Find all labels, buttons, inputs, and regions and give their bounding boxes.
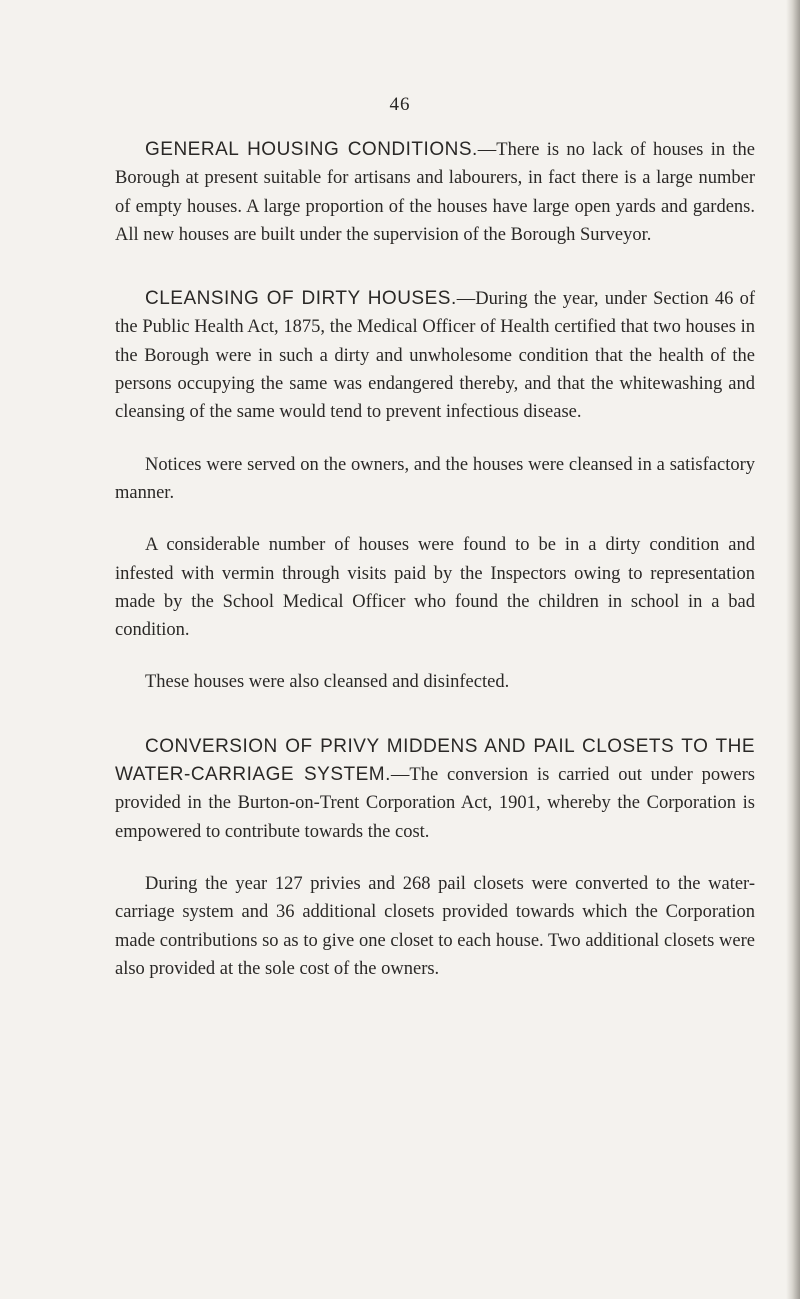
conversion-paragraph: [115, 733, 755, 846]
conversion-text: —The conversion is carried out under powers provided in the Burton-on-Trent Corporation Act, 1901, whereby the Corporation is empowered to contribute towards the cost.: [115, 765, 756, 842]
cleansing-heading: CLEANSING OF DIRTY HOUSES.: [145, 288, 457, 310]
general-housing-heading: GENERAL HOUSING CONDITIONS.: [145, 139, 478, 160]
notices-paragraph: Notices were served on the owners, and the houses were cleansed in a satisfactory manner.: [115, 454, 755, 503]
vermin-paragraph: A considerable number of houses were found to be in a dirty condition and infested with vermin through visits paid by the Inspectors owing to representation made by the School Medical Officer who found the children in school in a bad condition.: [115, 535, 755, 641]
page-edge-shadow: [786, 0, 800, 1299]
privies-paragraph: During the year 127 privies and 268 pail closets were converted to the water-carriage system and 36 additional closets provided towards which the Corporation made contributions so as to give one closet to each house. Two additional closets were also provided at the sole cost of the owners.: [115, 873, 755, 979]
cleansing-text: —During the year, under Section 46 of the Public Health Act, 1875, the Medical Officer of Health certified that two houses in the Borough were in such a dirty and unwholesome condition that the health of the persons occupying the same was endangered thereby, and that the whitewashing and cleansing of the same would tend to prevent infectious disease.: [115, 289, 755, 423]
general-housing-text: —There is no lack of houses in the Borough at present suitable for artisans and labourers, in fact there is a large number of empty houses. A large proportion of the houses have large open yards and gardens. All new houses are built under the supervision of the Borough Surveyor.: [115, 140, 755, 245]
general-housing-paragraph: [115, 136, 755, 249]
page-number: 46: [389, 94, 411, 115]
disinfected-paragraph: These houses were also cleansed and disinfected.: [145, 672, 510, 693]
cleansing-paragraph: [115, 285, 755, 426]
conversion-heading: CONVERSION OF PRIVY MIDDENS AND PAIL CLOSETS TO THE WATER-CARRIAGE SYSTEM.: [115, 735, 755, 786]
document-body: [115, 136, 755, 1007]
